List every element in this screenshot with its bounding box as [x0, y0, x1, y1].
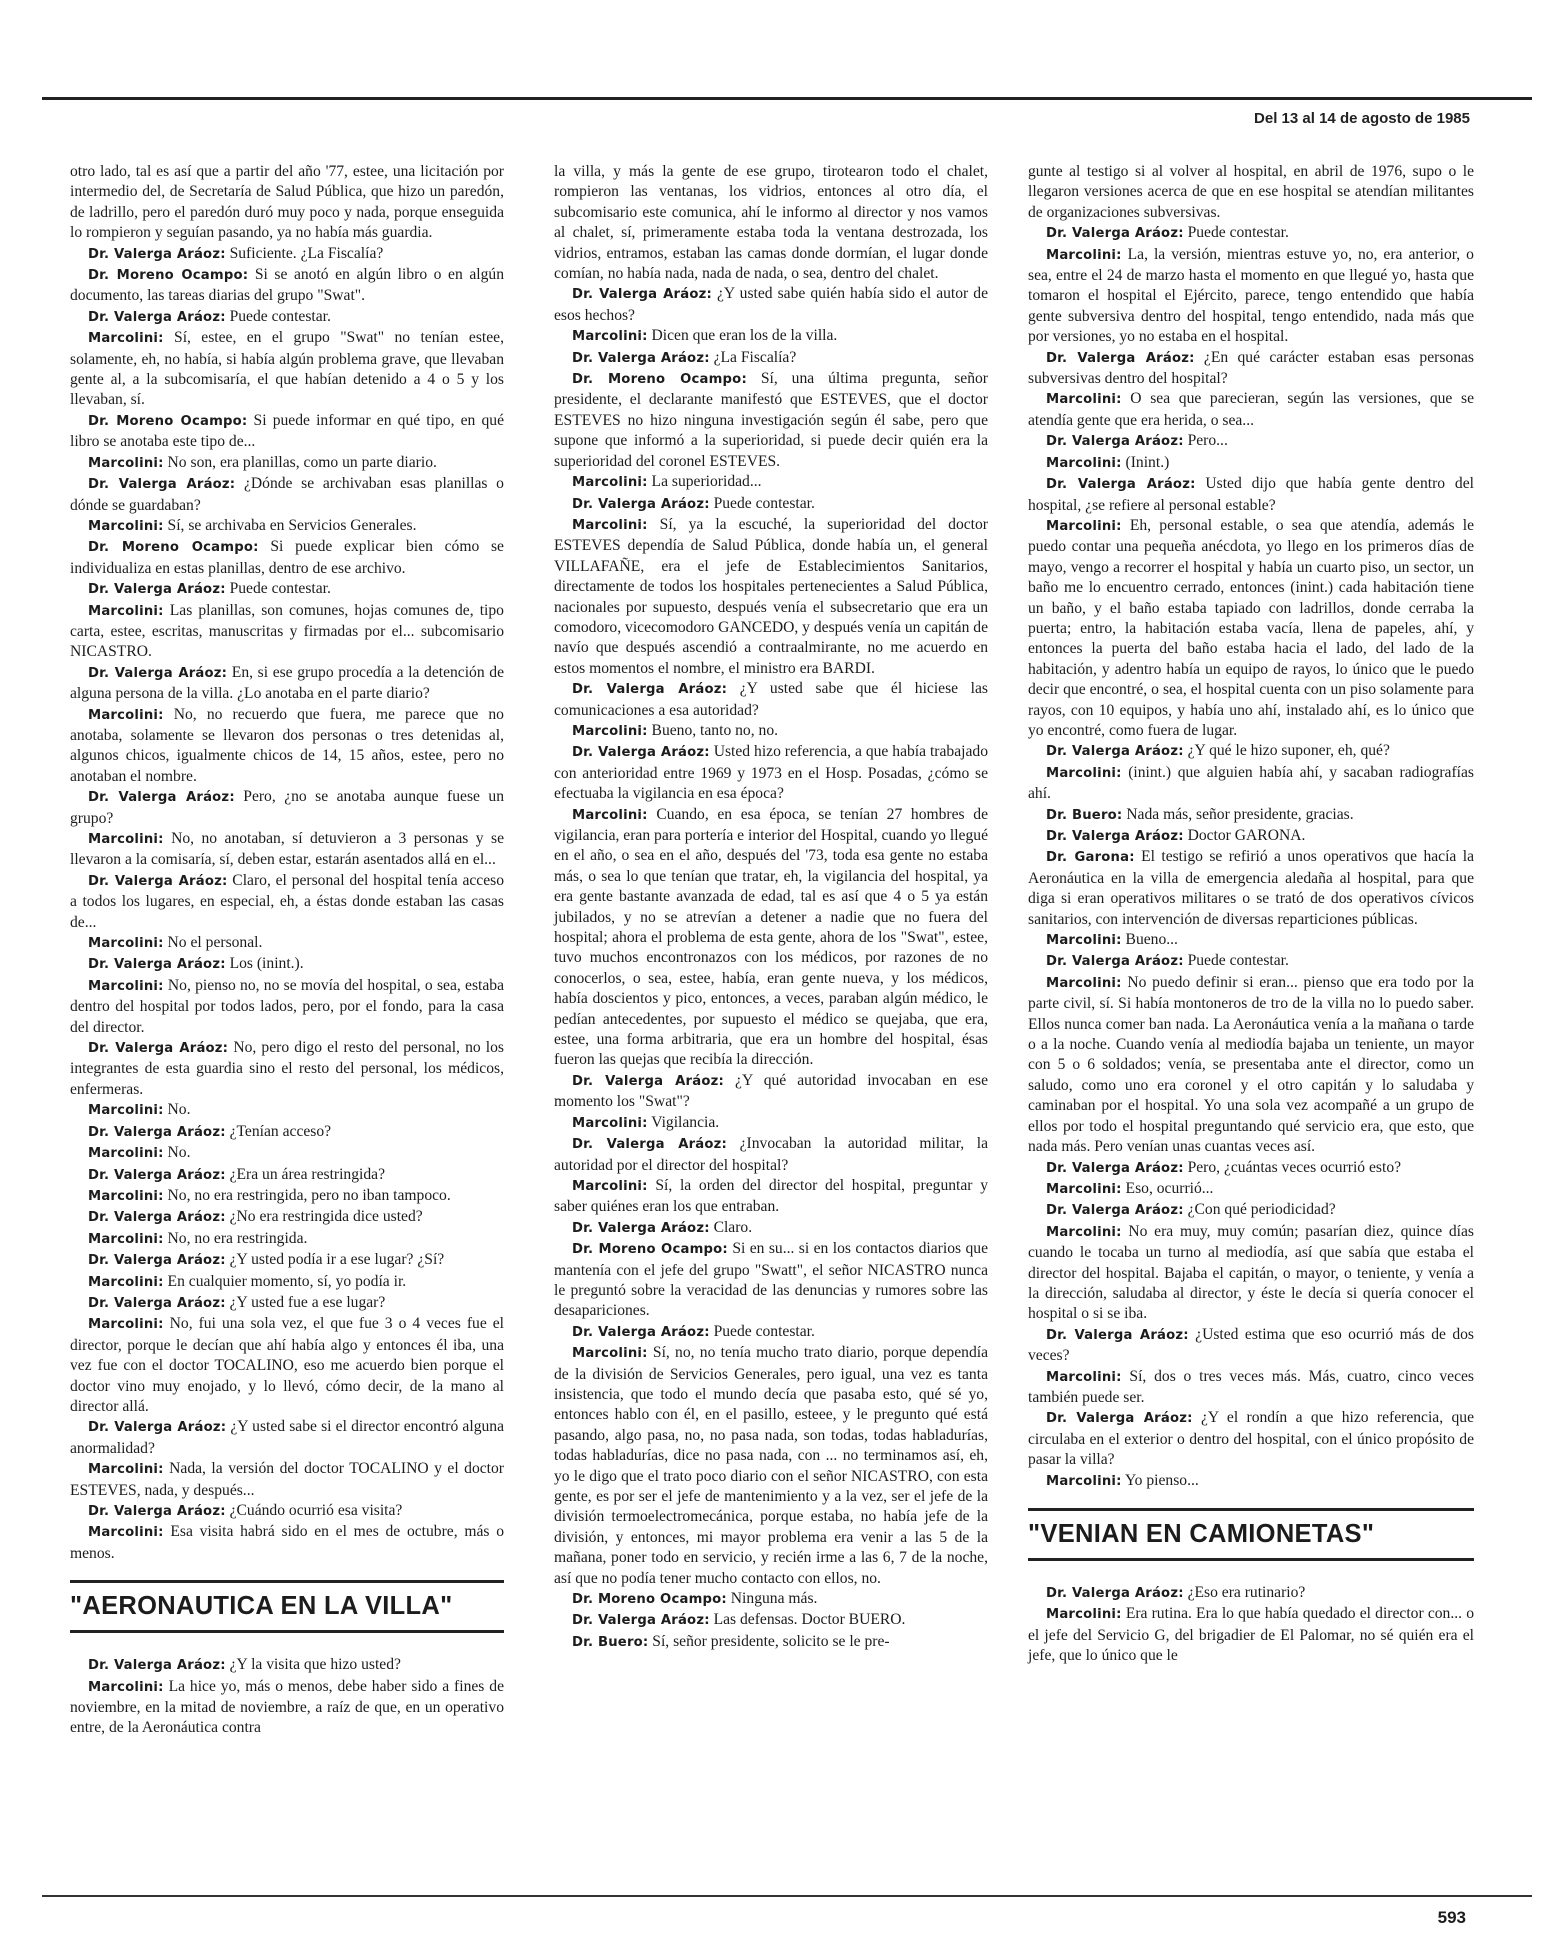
statement-text: No era muy, muy común; pasarían diez, quince días cuando le tocaba un turno al mediodía, así que sabía que estaba el director del hospital. Bajaba el capitán, o mayor, o teniente, y venía a la dirección, saludaba al director, y éste le decía si quería conocer el hospital o si se iba.	[1028, 1222, 1474, 1323]
statement-text: No.	[167, 1144, 191, 1162]
speaker-name: Dr. Moreno Ocampo:	[88, 268, 249, 284]
column-1	[70, 162, 504, 1739]
speaker-name: Marcolini:	[1046, 1607, 1122, 1623]
transcript-paragraph	[1028, 763, 1474, 805]
transcript-paragraph	[70, 162, 504, 244]
speaker-name: Dr. Moreno Ocampo:	[572, 1592, 727, 1608]
speaker-name: Dr. Valerga Aráoz:	[88, 1295, 226, 1311]
statement-text: Yo pienso...	[1124, 1471, 1199, 1489]
statement-text: otro lado, tal es así que a partir del año '77, estee, una licitación por intermedio del, de Secretaría de Salud Pública, que hizo un paredón, de ladrillo, pero el paredón duró muy poco y nada, porque enseguida lo rompieron y seguían pasando, ya no había más guardia.	[70, 163, 504, 242]
statement-text: O sea que parecieran, según las versiones, que se atendía gente que era herida, o sea...	[1028, 390, 1474, 429]
transcript-paragraph	[70, 829, 504, 871]
transcript-paragraph	[554, 348, 988, 369]
speaker-name: Dr. Valerga Aráoz:	[88, 477, 236, 493]
statement-text: ¿En qué carácter estaban esas personas subversivas dentro del hospital?	[1028, 348, 1474, 388]
transcript-paragraph	[70, 579, 504, 600]
statement-text: Pero...	[1187, 432, 1228, 450]
transcript-paragraph	[1028, 223, 1474, 244]
transcript-paragraph	[70, 976, 504, 1038]
speaker-name: Dr. Valerga Aráoz:	[88, 246, 226, 262]
transcript-paragraph	[1028, 453, 1474, 474]
statement-text: Vigilancia.	[651, 1113, 720, 1131]
speaker-name: Dr. Valerga Aráoz:	[572, 1220, 710, 1236]
speaker-name: Dr. Valerga Aráoz:	[572, 745, 710, 761]
speaker-name: Dr. Valerga Aráoz:	[88, 1658, 226, 1674]
statement-text: No, no recuerdo que fuera, me parece que no anotaba, solamente se llevaron dos personas o tres detenidas al, algunos chicos, igualmente chicos de 14, 15 años, estee, pero no anotaban el nombre.	[70, 705, 504, 785]
statement-text: ¿Con qué periodicidad?	[1187, 1201, 1336, 1219]
transcript-paragraph	[70, 1207, 504, 1228]
statement-text: Si en su... si en los contactos diarios que mantenía con el jefe del grupo "Swatt", el señor NICASTRO nunca le preguntó sobre la veracidad de las denuncias y rumores sobre las desapariciones.	[554, 1240, 988, 1320]
speaker-name: Dr. Moreno Ocampo:	[88, 540, 259, 556]
transcript-paragraph	[70, 663, 504, 705]
statement-text: Las defensas. Doctor BUERO.	[713, 1611, 906, 1629]
transcript-paragraph	[554, 1239, 988, 1322]
speaker-name: Dr. Valerga Aráoz:	[572, 1613, 710, 1629]
speaker-name: Dr. Valerga Aráoz:	[88, 582, 226, 598]
statement-text: No, pero digo el resto del personal, no los integrantes de esta guardia sino el resto del personal, los médicos, enfermeras.	[70, 1039, 505, 1098]
transcript-paragraph	[554, 515, 988, 679]
transcript-paragraph	[554, 805, 988, 1071]
transcript-paragraph	[1028, 741, 1474, 762]
speaker-name: Dr. Valerga Aráoz:	[572, 1073, 724, 1089]
transcript-paragraph	[1028, 951, 1474, 972]
statement-text: Dicen que eran los de la villa.	[651, 327, 838, 345]
statement-text: ¿Y qué le hizo suponer, eh, qué?	[1187, 742, 1390, 760]
transcript-paragraph	[70, 1143, 504, 1164]
speaker-name: Dr. Valerga Aráoz:	[572, 682, 728, 698]
transcript-paragraph	[1028, 1367, 1474, 1409]
transcript-paragraph	[70, 1293, 504, 1314]
statement-text: ¿Y usted fue a ese lugar?	[229, 1293, 386, 1311]
statement-text: Sí, dos o tres veces más. Más, cuatro, cinco veces también puede ser.	[1028, 1367, 1474, 1406]
transcript-paragraph	[70, 1522, 504, 1564]
statement-text: Sí, estee, en el grupo "Swat" no tenían estee, solamente, eh, no había, si había algún problema grave, que llevaban gente al, a la subcomisaría, el que habían detenido a 4 o 5 y los llevaban, sí.	[70, 329, 504, 409]
statement-text: Si puede informar en qué tipo, en qué libro se anotaba este tipo de...	[70, 411, 504, 451]
speaker-name: Dr. Valerga Aráoz:	[1046, 1203, 1184, 1219]
transcript-paragraph	[554, 369, 988, 472]
statement-text: Nada, la versión del doctor TOCALINO y el doctor ESTEVES, nada, y después...	[70, 1460, 504, 1499]
statement-text: No, fui una sola vez, el que fue 3 o 4 veces fue el director, porque le decían que ahí había algo y entonces él iba, una vez fue con el doctor TOCALINO, eso me acuerdo bien porque el doctor vino muy enojado, y lo llevó, cómo decir, de la mano al director allá.	[70, 1315, 504, 1415]
speaker-name: Marcolini:	[88, 331, 164, 347]
transcript-paragraph	[1028, 348, 1474, 390]
transcript-paragraph	[1028, 805, 1474, 826]
speaker-name: Dr. Valerga Aráoz:	[88, 309, 226, 325]
speaker-name: Dr. Moreno Ocampo:	[572, 1242, 728, 1258]
statement-text: ¿Invocaban la autoridad militar, la autoridad por el director del hospital?	[554, 1135, 989, 1174]
speaker-name: Dr. Valerga Aráoz:	[88, 1210, 226, 1226]
statement-text: ¿No era restringida dice usted?	[229, 1208, 423, 1226]
speaker-name: Dr. Valerga Aráoz:	[88, 1167, 226, 1183]
column-3	[1028, 162, 1474, 1667]
speaker-name: Dr. Valerga Aráoz:	[1046, 226, 1184, 242]
speaker-name: Dr. Valerga Aráoz:	[88, 957, 226, 973]
speaker-name: Dr. Garona:	[1046, 850, 1135, 866]
speaker-name: Dr. Moreno Ocampo:	[572, 372, 747, 388]
speaker-name: Marcolini:	[88, 832, 164, 847]
speaker-name: Marcolini:	[1046, 1473, 1122, 1489]
transcript-paragraph	[70, 1038, 504, 1100]
statement-text: ¿Usted estima que eso ocurrió más de dos veces?	[1028, 1325, 1474, 1365]
speaker-name: Dr. Valerga Aráoz:	[88, 1504, 226, 1519]
speaker-name: Marcolini:	[572, 1346, 648, 1362]
statement-text: ¿Tenían acceso?	[229, 1122, 332, 1140]
statement-text: Puede contestar.	[1187, 224, 1289, 242]
transcript-paragraph	[70, 244, 504, 265]
statement-text: No, no anotaban, sí detuvieron a 3 personas y se llevaron a la comisaría, sí, deben estar, estarán asentados allá en el...	[70, 830, 504, 869]
transcript-paragraph	[70, 265, 504, 307]
transcript-paragraph	[70, 328, 504, 411]
transcript-paragraph	[1028, 930, 1474, 951]
statement-text: Los (inint.).	[229, 955, 304, 973]
transcript-paragraph	[70, 1165, 504, 1186]
speaker-name: Marcolini:	[572, 807, 648, 823]
statement-text: ¿Y usted sabe si el director encontró alguna anormalidad?	[70, 1418, 505, 1457]
speaker-name: Marcolini:	[1046, 1369, 1122, 1385]
speaker-name: Dr. Valerga Aráoz:	[88, 1253, 226, 1269]
transcript-paragraph	[1028, 1158, 1474, 1179]
speaker-name: Marcolini:	[88, 1274, 164, 1290]
transcript-paragraph	[554, 1218, 988, 1239]
transcript-paragraph	[554, 1343, 988, 1589]
statement-text: En cualquier momento, sí, yo podía ir.	[167, 1272, 407, 1290]
speaker-name: Marcolini:	[88, 707, 164, 723]
transcript-paragraph	[554, 1322, 988, 1343]
speaker-name: Marcolini:	[88, 1103, 164, 1119]
speaker-name: Marcolini:	[572, 723, 648, 739]
statement-text: Claro, el personal del hospital tenía acceso a todos los lugares, en especial, eh, a éstas donde estaban las casas de...	[70, 871, 505, 931]
statement-text: ¿Eso era rutinario?	[1187, 1584, 1306, 1601]
statement-text: El testigo se refirió a unos operativos que hacía la Aeronáutica en la villa de emergencia aledaña al hospital, para que diga si eran operativos militares o se trató de dos operativos cívicos sanitarios, con intervención de diversas reparticiones públicas.	[1028, 848, 1474, 928]
speaker-name: Dr. Valerga Aráoz:	[1046, 1411, 1193, 1427]
statement-text: la villa, y más la gente de ese grupo, tirotearon todo el chalet, rompieron las ventanas, los vidrios, entonces al otro día, el subcomisario este comunica, ahí le informo al director y nos vamos al chalet, sí, primeramente estaba toda la ventana destrozada, los vidrios, entramos, estaban las camas donde dormían, el lugar donde comían, no había nada, nada de nada, o sea, dentro del chalet.	[554, 163, 988, 283]
transcript-paragraph	[1028, 1471, 1474, 1492]
speaker-name: Dr. Valerga Aráoz:	[88, 1124, 226, 1140]
statement-text: ¿Era un área restringida?	[229, 1165, 385, 1183]
speaker-name: Dr. Valerga Aráoz:	[1046, 829, 1184, 844]
statement-text: No, pienso no, no se movía del hospital, o sea, estaba dentro del hospital por todos lados, pero, por el fondo, para la casa del director.	[70, 976, 504, 1036]
speaker-name: Dr. Valerga Aráoz:	[1046, 1327, 1189, 1343]
transcript-paragraph	[554, 1610, 988, 1631]
speaker-name: Marcolini:	[1046, 518, 1122, 534]
transcript-paragraph	[70, 453, 504, 474]
speaker-name: Dr. Valerga Aráoz:	[88, 1041, 229, 1057]
transcript-paragraph	[1028, 847, 1474, 930]
transcript-paragraph	[554, 326, 988, 347]
transcript-paragraph	[1028, 162, 1474, 223]
statement-text: No.	[167, 1101, 191, 1119]
transcript-paragraph	[1028, 973, 1474, 1158]
transcript-paragraph	[1028, 1408, 1474, 1470]
speaker-name: Marcolini:	[1046, 1181, 1122, 1197]
speaker-name: Marcolini:	[88, 936, 164, 952]
page-number: 593	[1437, 1908, 1466, 1927]
transcript-paragraph	[70, 516, 504, 537]
statement-text: Nada más, señor presidente, gracias.	[1126, 805, 1354, 823]
statement-text: Si se anotó en algún libro o en algún documento, las tareas diarias del grupo "Swat".	[70, 266, 504, 305]
statement-text: (Inint.)	[1125, 453, 1170, 471]
statement-text: Puede contestar.	[229, 307, 331, 325]
speaker-name: Marcolini:	[88, 1525, 164, 1541]
speaker-name: Marcolini:	[88, 518, 164, 534]
statement-text: En, si ese grupo procedía a la detención de alguna persona de la villa. ¿Lo anotaba en el parte diario?	[70, 663, 504, 703]
transcript-paragraph	[70, 1655, 504, 1676]
statement-text: No, no era restringida, pero no iban tampoco.	[167, 1186, 451, 1204]
transcript-paragraph	[554, 162, 988, 284]
statement-text: La, la versión, mientras estuve yo, no, era anterior, o sea, entre el 24 de marzo hasta el momento en que llegué yo, hasta que tomaron el hospital el Ejército, parece, tengo entendido que había gente subversiva dentro del hospital, tengo entendido, nada más que por versiones, yo no estaba en el hospital.	[1028, 245, 1474, 346]
transcript-paragraph	[70, 411, 504, 453]
transcript-paragraph	[70, 307, 504, 328]
speaker-name: Dr. Valerga Aráoz:	[572, 1324, 710, 1340]
speaker-name: Marcolini:	[1046, 392, 1122, 408]
statement-text: Suficiente. ¿La Fiscalía?	[229, 244, 384, 262]
statement-text: Bueno...	[1125, 931, 1178, 949]
statement-text: Claro.	[713, 1218, 753, 1236]
transcript-paragraph	[1028, 1325, 1474, 1367]
speaker-name: Marcolini:	[88, 455, 164, 471]
statement-text: Sí, ya la escuché, la superioridad del doctor ESTEVES dependía de Salud Pública, donde había un, el general VILLAFAÑE, era el jefe de Establecimientos Sanitarios, directamente de todos los hospitales pertenecientes a Salud Pública, nacionales por supuesto, después venía el subsecretario que era un comodoro, vicecomodoro GANCEDO, y después venía un capitán de navío que después ascendió a contraalmirante, no me acuerdo en estos momentos el nombre, el ministro era BARDI.	[554, 515, 989, 677]
header-rule	[42, 97, 1532, 100]
statement-text: La superioridad...	[651, 473, 762, 491]
transcript-paragraph	[554, 1176, 988, 1218]
statement-text: Cuando, en esa época, se tenían 27 hombres de vigilancia, eran para portería e interior del Hospital, cuando yo llegué en el año, o sea en el año, después del '73, toda esa gente no estaba más, o sea lo que tenían que tratar, eh, la vigilancia del hospital, ya era gente bastante avanzada de edad, tal es así que 4 o 5 ya están jubilados, y no se atrevían a detener a nadie que no fuera del hospital; ahora el problema de esta gente, ahora de los "Swat", estee, tuvo muchos encontronazos con los médicos, por razones de no conocerlos, o sea, estee, había, eran gente nueva, y los médicos, había doscientos y pico, entonces, a veces, paraban algún médico, le pedían antecedentes, por supuesto el médico se quejaba, que era, estee, una forma arbitraria, que era un hombre del hospital, ésas fueron las quejas que recibía la dirección.	[554, 805, 988, 1069]
speaker-name: Dr. Moreno Ocampo:	[88, 413, 248, 429]
transcript-paragraph	[554, 721, 988, 742]
transcript-paragraph	[554, 1113, 988, 1134]
transcript-paragraph	[1028, 431, 1474, 452]
footer-rule	[42, 1895, 1532, 1897]
statement-text: Eso, ocurrió...	[1125, 1179, 1214, 1197]
statement-text: Ninguna más.	[730, 1590, 818, 1608]
statement-text: Puede contestar.	[713, 1322, 815, 1340]
speaker-name: Marcolini:	[1046, 247, 1122, 263]
statement-text: Si puede explicar bien cómo se individualiza en estas planillas, dentro de ese archivo.	[70, 538, 504, 577]
speaker-name: Marcolini:	[572, 475, 648, 491]
statement-text: ¿Y usted sabe que él hiciese las comunicaciones a esa autoridad?	[554, 680, 988, 719]
transcript-paragraph	[554, 1632, 988, 1653]
issue-date: Del 13 al 14 de agosto de 1985	[1254, 110, 1470, 127]
transcript-paragraph	[70, 1272, 504, 1293]
transcript-paragraph	[70, 1314, 504, 1417]
statement-text: La hice yo, más o menos, debe haber sido a fines de noviembre, en la mitad de noviembre, a raíz de que, en un operativo entre, de la Aeronáutica contra	[70, 1677, 504, 1737]
statement-text: Esa visita habrá sido en el mes de octubre, más o menos.	[70, 1523, 504, 1562]
speaker-name: Dr. Valerga Aráoz:	[1046, 477, 1196, 493]
statement-text: Sí, no, no tenía mucho trato diario, porque dependía de la división de Servicios Generales, pero igual, una vez es tanta insistencia, que todo el mundo decía que pasaba esto, qué sé yo, entonces hablo con él, en el pasillo, esteee, y le pregunto qué está pasando, algo pasa, no, no pasa nada, son todas, todas habladurías, todas habladurías, dice no pasa nada, con ... no terminamos así, eh, yo le digo que el trato poco diario con el señor NICASTRO, con esta gente, es por ser el jefe de mantenimiento y a la vez, ser el jefe de la división termoelectromecánica, porque estaba, no había jefe de la división, y entonces, mi mayor problema era venir a las 5 de la mañana, poner todo en servicio, y recién irme a las 6, 7 de la noche, así que no podía tener mucho contacto con ellos, no.	[554, 1344, 988, 1587]
statement-text: Era rutina. Era lo que había quedado el director con... o el jefe del Servicio G, del brigadier de El Palomar, no sé quién era el jefe, que lo único que le	[1028, 1605, 1474, 1665]
speaker-name: Marcolini:	[88, 1188, 164, 1204]
statement-text: Bueno, tanto no, no.	[651, 721, 779, 739]
statement-text: Puede contestar.	[1187, 952, 1289, 970]
statement-text: ¿Y la visita que hizo usted?	[229, 1656, 401, 1674]
statement-text: ¿Y usted podía ir a ese lugar? ¿Sí?	[229, 1251, 445, 1269]
statement-text: ¿La Fiscalía?	[713, 348, 797, 366]
section-heading: "VENIAN EN CAMIONETAS"	[1028, 1508, 1474, 1561]
statement-text: No, no era restringida.	[167, 1229, 308, 1247]
transcript-paragraph	[554, 1134, 988, 1176]
transcript-paragraph	[70, 933, 504, 954]
speaker-name: Marcolini:	[1046, 975, 1122, 991]
speaker-name: Dr. Valerga Aráoz:	[1046, 1160, 1184, 1176]
transcript-paragraph	[1028, 1179, 1474, 1200]
statement-text: (inint.) que alguien había ahí, y sacaban radiografías ahí.	[1028, 763, 1474, 803]
speaker-name: Dr. Valerga Aráoz:	[1046, 434, 1184, 450]
statement-text: Las planillas, son comunes, hojas comunes de, tipo carta, estee, escritas, manuscritas y firmadas por el... subcomisario NICASTRO.	[70, 601, 504, 661]
transcript-paragraph	[1028, 1583, 1474, 1604]
speaker-name: Marcolini:	[88, 603, 164, 619]
transcript-paragraph	[70, 1186, 504, 1207]
speaker-name: Marcolini:	[572, 517, 648, 533]
transcript-paragraph	[554, 1071, 988, 1113]
transcript-paragraph	[70, 1459, 504, 1501]
statement-text: ¿Cuándo ocurrió esa visita?	[229, 1502, 403, 1519]
transcript-paragraph	[70, 1122, 504, 1143]
speaker-name: Marcolini:	[1046, 765, 1122, 781]
statement-text: ¿Y qué autoridad invocaban en ese momento los "Swat"?	[554, 1071, 989, 1111]
transcript-paragraph	[70, 601, 504, 663]
statement-text: Puede contestar.	[229, 580, 331, 598]
transcript-paragraph	[554, 284, 988, 326]
speaker-name: Marcolini:	[88, 1462, 164, 1478]
statement-text: Usted hizo referencia, a que había trabajado con anterioridad entre 1969 y 1973 en el Hosp. Posadas, ¿cómo se efectuaba la vigilancia en esa época?	[554, 743, 988, 803]
speaker-name: Dr. Valerga Aráoz:	[88, 790, 235, 806]
transcript-paragraph	[70, 537, 504, 579]
transcript-paragraph	[70, 1250, 504, 1271]
transcript-paragraph	[554, 679, 988, 721]
transcript-paragraph	[1028, 826, 1474, 847]
speaker-name: Dr. Valerga Aráoz:	[572, 350, 710, 366]
statement-text: Pero, ¿no se anotaba aunque fuese un grupo?	[70, 788, 505, 827]
transcript-paragraph	[554, 742, 988, 804]
speaker-name: Dr. Valerga Aráoz:	[88, 665, 228, 681]
statement-text: ¿Y el rondín a que hizo referencia, que circulaba en el exterior o dentro del hospital, con el único propósito de pasar la villa?	[1028, 1409, 1474, 1469]
speaker-name: Dr. Valerga Aráoz:	[572, 496, 710, 512]
transcript-paragraph	[70, 787, 504, 829]
speaker-name: Dr. Valerga Aráoz:	[1046, 744, 1184, 760]
transcript-paragraph	[1028, 245, 1474, 348]
speaker-name: Dr. Valerga Aráoz:	[572, 1137, 728, 1153]
speaker-name: Marcolini:	[88, 1679, 164, 1695]
speaker-name: Dr. Buero:	[572, 1634, 649, 1650]
speaker-name: Marcolini:	[88, 978, 164, 994]
speaker-name: Dr. Valerga Aráoz:	[88, 873, 228, 889]
transcript-paragraph	[554, 472, 988, 493]
transcript-paragraph	[1028, 1200, 1474, 1221]
statement-text: Sí, una última pregunta, señor presidente, el declarante manifestó que ESTEVES, que el doctor ESTEVES no hizo ninguna investigación según él sabe, pero que supone que informó a la superioridad, si puede decir quién era la superioridad del coronel ESTEVES.	[554, 370, 988, 470]
transcript-paragraph	[70, 1677, 504, 1739]
transcript-paragraph	[1028, 389, 1474, 431]
speaker-name: Dr. Valerga Aráoz:	[1046, 350, 1195, 366]
statement-text: Usted dijo que había gente dentro del hospital, ¿se refiere al personal estable?	[1028, 475, 1474, 514]
section-heading: "AERONAUTICA EN LA VILLA"	[70, 1580, 504, 1633]
column-2	[554, 162, 988, 1653]
transcript-paragraph	[1028, 516, 1474, 741]
transcript-paragraph	[1028, 474, 1474, 516]
speaker-name: Marcolini:	[572, 329, 648, 345]
transcript-paragraph	[70, 1501, 504, 1522]
transcript-paragraph	[1028, 1222, 1474, 1325]
statement-text: Sí, la orden del director del hospital, preguntar y saber quiénes eran los que entraban.	[554, 1176, 988, 1216]
speaker-name: Dr. Valerga Aráoz:	[1046, 954, 1184, 970]
speaker-name: Dr. Buero:	[1046, 807, 1123, 823]
transcript-paragraph	[70, 954, 504, 975]
statement-text: ¿Y usted sabe quién había sido el autor de esos hechos?	[554, 285, 988, 324]
transcript-paragraph	[554, 494, 988, 515]
statement-text: ¿Dónde se archivaban esas planillas o dónde se guardaban?	[70, 475, 504, 514]
speaker-name: Dr. Valerga Aráoz:	[572, 287, 712, 303]
statement-text: Puede contestar.	[713, 494, 815, 512]
statement-text: Pero, ¿cuántas veces ocurrió esto?	[1187, 1158, 1402, 1176]
speaker-name: Marcolini:	[572, 1115, 648, 1131]
transcript-paragraph	[70, 1417, 504, 1459]
speaker-name: Marcolini:	[1046, 933, 1122, 949]
speaker-name: Marcolini:	[572, 1178, 648, 1194]
transcript-paragraph	[70, 871, 504, 933]
statement-text: Sí, señor presidente, solicito se le pre-	[652, 1632, 890, 1650]
transcript-paragraph	[554, 1589, 988, 1610]
statement-text: No puedo definir si eran... pienso que era todo por la parte civil, sí. Si había montoneros de tro de la villa no lo puedo saber. Ellos nunca comer ban nada. La Aeronáutica venía a la mañana o tarde o a la noche. Cuando venía al mediodía bajaba un teniente, un mayor con 5 o 6 soldados; venía, se presentaba ante el director, como un saludo, como uno era coronel y el otro capitán y lo saludaba y caminaban por el hospital. Yo una sola vez acompañé a un grupo de ellos por todo el hospital preguntando qué servicio era, que esto, que nada más. Pero venían unas cuantas veces así.	[1028, 973, 1474, 1156]
transcript-paragraph	[70, 1229, 504, 1250]
speaker-name: Dr. Valerga Aráoz:	[1046, 1586, 1184, 1601]
statement-text: gunte al testigo si al volver al hospital, en abril de 1976, supo o le llegaron versiones acerca de que en ese hospital se atendían militantes de organizaciones subversivas.	[1028, 163, 1474, 221]
statement-text: Doctor GARONA.	[1187, 827, 1306, 844]
transcript-paragraph	[70, 1100, 504, 1121]
speaker-name: Marcolini:	[88, 1231, 164, 1247]
transcript-paragraph	[70, 705, 504, 788]
statement-text: No son, era planillas, como un parte diario.	[167, 453, 437, 471]
statement-text: Eh, personal estable, o sea que atendía, además le puedo contar una pequeña anécdota, yo llego en los primeros días de mayo, vengo a recorrer el hospital y había un cuarto piso, un sector, un baño me lo encuentro cerrado, entonces (inint.) cada habitación tiene un baño, y el baño estaba tapiado con ladrillos, donde cerraba la puerta; entro, la habitación estaba vacía, llena de papeles, ahí, y entonces la puerta del baño estaba hacia el lado, del lado de la habitación, y adentro había un equipo de rayos, lo único que le puedo decir que encontré, o sea, el hospital cuenta con un piso solamente para rayos, con 10 equipos, y había uno ahí, instalado ahí, es lo único que yo encontré, como fuera de lugar.	[1028, 516, 1474, 739]
speaker-name: Marcolini:	[1046, 1224, 1122, 1240]
transcript-paragraph	[1028, 1604, 1474, 1666]
statement-text: No el personal.	[167, 934, 263, 952]
statement-text: Sí, se archivaba en Servicios Generales.	[167, 516, 417, 534]
transcript-paragraph	[70, 474, 504, 516]
speaker-name: Marcolini:	[88, 1317, 164, 1333]
speaker-name: Marcolini:	[88, 1146, 164, 1162]
speaker-name: Marcolini:	[1046, 455, 1122, 471]
speaker-name: Dr. Valerga Aráoz:	[88, 1420, 227, 1436]
